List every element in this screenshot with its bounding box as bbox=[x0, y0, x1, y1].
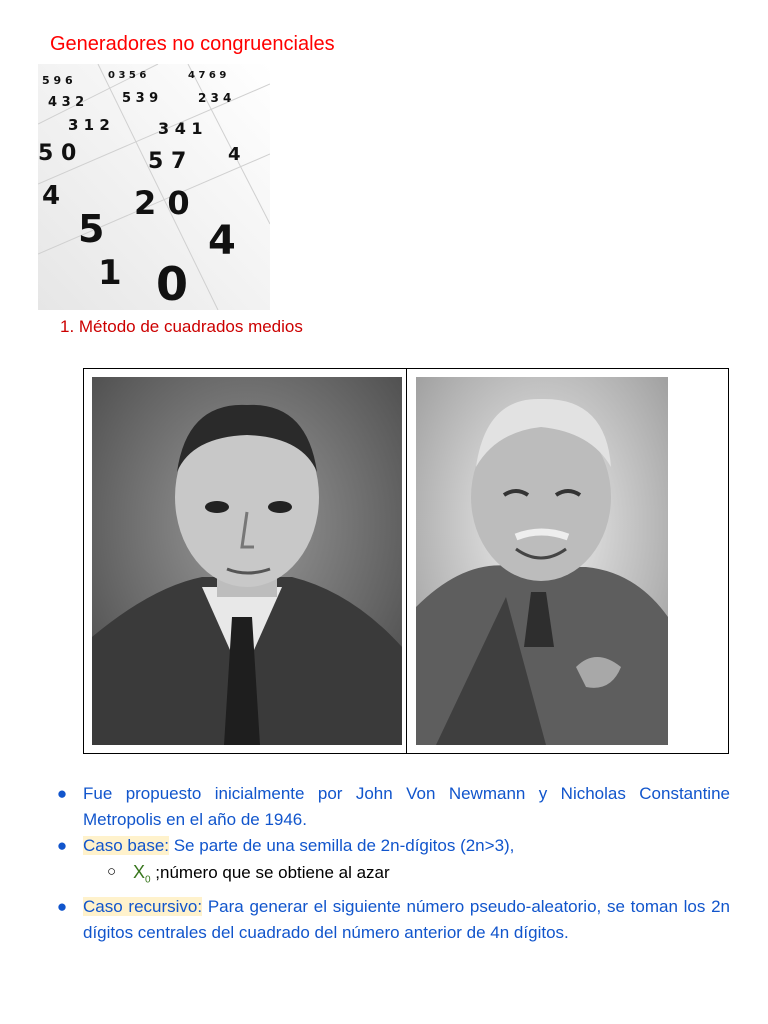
svg-text:5 0: 5 0 bbox=[38, 141, 77, 166]
svg-text:5 9 6: 5 9 6 bbox=[42, 74, 73, 87]
list-item-text: Para generar el siguiente número pseudo-aleatorio, se toman los 2n dígitos centrales del cuadrado del número anterior de 4n dígitos. bbox=[83, 896, 730, 942]
list-item bbox=[55, 781, 730, 833]
portrait-table bbox=[83, 368, 729, 754]
svg-text:1: 1 bbox=[98, 253, 122, 293]
svg-text:3 1 2: 3 1 2 bbox=[68, 116, 110, 134]
svg-text:4: 4 bbox=[42, 181, 61, 211]
portrait-left bbox=[92, 377, 402, 745]
svg-text:4 7 6 9: 4 7 6 9 bbox=[188, 70, 227, 81]
bullet-dot-icon: ● bbox=[56, 836, 68, 855]
list-item-label: Caso base: bbox=[83, 836, 169, 855]
svg-text:5: 5 bbox=[78, 207, 105, 251]
sub-list-item-text: ;número que se obtiene al azar bbox=[150, 863, 390, 882]
bullet-circle-icon: ○ bbox=[107, 863, 117, 880]
portrait-right bbox=[416, 377, 668, 745]
section-heading: 1. Método de cuadrados medios bbox=[60, 317, 303, 336]
bullet-dot-icon: ● bbox=[56, 784, 68, 803]
svg-text:2 3 4: 2 3 4 bbox=[198, 91, 232, 105]
svg-text:3 4 1: 3 4 1 bbox=[158, 119, 203, 138]
list-item-text: Se parte de una semilla de 2n-dígitos (2n>3), bbox=[169, 836, 515, 855]
list-item-label: Caso recursivo: bbox=[83, 896, 203, 916]
numbers-collage-image bbox=[38, 64, 270, 310]
svg-text:0 3 5 6: 0 3 5 6 bbox=[108, 70, 147, 81]
list-item bbox=[55, 894, 730, 946]
svg-text:5 3 9: 5 3 9 bbox=[122, 91, 159, 106]
sub-list-item bbox=[55, 859, 730, 894]
table-divider bbox=[406, 369, 407, 753]
bullet-dot-icon: ● bbox=[56, 896, 68, 916]
svg-text:4: 4 bbox=[228, 144, 241, 165]
bullet-list bbox=[55, 781, 730, 946]
variable-x0: $X_0$ bbox=[133, 862, 151, 886]
svg-text:0: 0 bbox=[156, 257, 189, 310]
page-title: Generadores no congruenciales bbox=[50, 33, 335, 55]
list-item bbox=[55, 833, 730, 859]
svg-text:4 3 2: 4 3 2 bbox=[48, 95, 85, 110]
svg-text:2 0: 2 0 bbox=[134, 184, 190, 222]
svg-text:5 7: 5 7 bbox=[148, 149, 187, 174]
svg-text:4: 4 bbox=[208, 218, 236, 264]
list-item-text: Fue propuesto inicialmente por John Von Newmann y Nicholas Constantine Metropolis en el año de 1946. bbox=[83, 784, 730, 829]
